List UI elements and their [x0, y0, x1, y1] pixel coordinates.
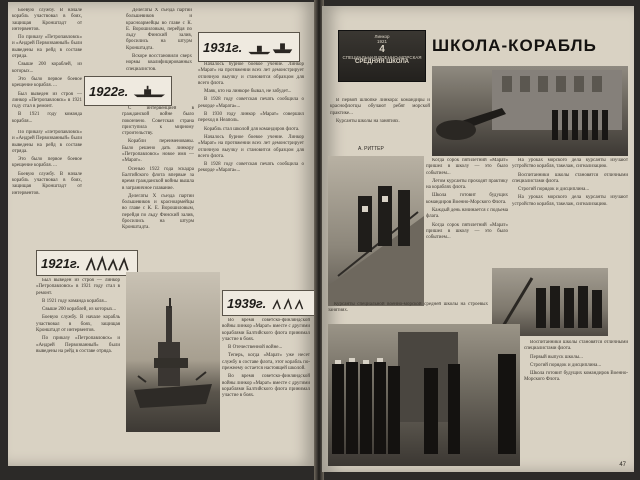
- paragraph: Осенью 1922 года эскадра Балтийского флота впервые за время гражданской войны вышла в заграничное плавание.: [122, 166, 194, 191]
- paragraph: Во время советско-финляндской войны линкор «Марат» вместе с другими кораблями Балтийского флота принимал участие в боях.: [222, 374, 310, 399]
- banner-number: 4: [379, 44, 385, 55]
- year-label: 1922г.: [89, 83, 129, 99]
- left-col-4: [222, 318, 310, 460]
- paragraph: Строгий порядок и дисциплина...: [518, 187, 590, 193]
- paragraph: Это было первое боевое крещение корабля. ...: [12, 76, 82, 89]
- battleship-photo: [126, 272, 220, 432]
- formation-scene: [328, 324, 520, 466]
- paragraph: В 1928 году советская печать сообщила о рекорде «Марата»...: [198, 97, 304, 109]
- paragraph: Маяк, кто на линкоре бывал, не забудет...: [204, 89, 292, 95]
- paragraph: Каждый день начинается с подъема флага.: [426, 208, 508, 220]
- author-name: А. РИТТЕР: [358, 146, 384, 152]
- paragraph: В 1930 году линкор «Марат» совершил переход в Неаполь.: [198, 112, 304, 124]
- banner-line: СРЕДНЯЯ ШКОЛА: [355, 59, 409, 65]
- paragraph: По приказу «Петропавловск» и «Андрей Первозванный» были выведены на рейд в составе отряда.: [36, 336, 120, 354]
- right-page: [322, 6, 634, 472]
- paragraph: Курсанты специальной военно-морской средней школы на строевых занятиях.: [328, 302, 488, 314]
- school-banner: [338, 30, 426, 82]
- paragraph: В первой шлюпке линкора: командиры и краснофлотцы обучают ребят морской практике...: [330, 98, 430, 116]
- paragraph: По приказу «Петропавловск» и «Андрей Первозванный» были выведены на рейд в составе отряда.: [12, 130, 82, 154]
- paragraph: Корабли переименованы. Было решено дать линкору «Петропавловск» новое имя — «Марат».: [122, 139, 194, 164]
- stairs-scene: [328, 156, 424, 306]
- paragraph: Вскоре восстановили сверх нормы квалифицированных специалистов.: [126, 54, 192, 72]
- left-col-2b: [122, 106, 194, 266]
- ships-illustration: [246, 34, 295, 60]
- stairs-photo: [328, 156, 424, 306]
- right-bottom-col: [524, 340, 628, 464]
- paragraph: Свыше 200 кораблей, из которых...: [12, 62, 82, 74]
- paragraph: В 1928 году советская печать сообщила о рекорде «Марата»...: [198, 162, 304, 174]
- paragraph: Первый выпуск школы...: [530, 354, 583, 360]
- paragraph: В 1921 году команда корабля...: [12, 112, 82, 124]
- paragraph: Когда сорок пятилетний «Марат» пришел в школу — это было событием...: [426, 158, 508, 176]
- paragraph: Курсанты школы на занятиях.: [336, 118, 400, 124]
- right-mid-caption: [328, 302, 488, 322]
- year-label: 1939г.: [227, 295, 267, 311]
- article-title: ШКОЛА-КОРАБЛЬ: [432, 36, 597, 55]
- paragraph: Когда сорок пятилетний «Марат» пришел в школу — это было событием...: [426, 222, 508, 241]
- paragraph: По приказу «Петропавловск» и «Андрей Первозванный» были выведены на рейд в составе отряда.: [12, 35, 82, 60]
- banner-line: Линкор: [374, 34, 390, 39]
- year-1939-box: [222, 290, 316, 316]
- paragraph: Началось бурное боевое учение. Линкор «Марат» на протяжении всех лет демонстрирует отличную выучку и становится образцом для всего флота.: [198, 134, 304, 159]
- year-label: 1931г.: [203, 39, 243, 55]
- paragraph: Школа готовит будущих командиров Военно-Морского Флота.: [426, 193, 508, 205]
- paragraph: С интервенцией в гражданской войне было покончено. Советская страна приступила к мирному строительству.: [122, 106, 194, 137]
- formation-photo: [328, 324, 520, 466]
- page-number: 47: [619, 462, 626, 468]
- paragraph: Делегаты X съезда партии большевиков и красноармейцы во главе с К. Е. Ворошиловым, перейдя по льду Финский залив, бросились на штурм Кронштадта.: [126, 8, 192, 51]
- banner-line: СПЕЦИАЛЬНАЯ ВОЕННО-МОРСКАЯ: [342, 55, 422, 60]
- paragraph: Во время советско-финляндской войны линкор «Марат» вместе с другими кораблями Балтийского флота принимал участие в боях.: [222, 318, 310, 342]
- paragraph: Школа готовит будущих командиров Военно-Морского Флота.: [524, 371, 628, 383]
- right-intro-col: [330, 98, 430, 142]
- paragraph: Это было первое боевое крещение корабля. ...: [12, 157, 82, 169]
- paragraph: Корабль стал школой для командиров флота.: [204, 126, 300, 132]
- year-1931-box: [198, 32, 300, 62]
- cannon-photo: [432, 66, 628, 156]
- right-col-right: [512, 158, 628, 268]
- left-col-3: [198, 62, 304, 282]
- left-col-2: [126, 8, 192, 86]
- battleship-silhouette: [126, 272, 220, 432]
- paragraph: Воспитанники школы становятся отличными специалистами флота.: [524, 340, 628, 352]
- banner-line: 1921: [376, 39, 387, 44]
- year-label: 1921г.: [41, 255, 81, 271]
- soldiers-illustration: [270, 292, 311, 314]
- paragraph: Был выведен из строя — линкор «Петропавловск» в 1921 году стал в ремонт.: [12, 91, 82, 110]
- paragraph: Боевую службу. В начале корабль участвовал в боях, защищая Кронштадт от интервентов.: [36, 315, 120, 334]
- cannon-scene: [432, 66, 628, 156]
- left-col-1: [12, 8, 82, 128]
- paragraph: Делегаты X съезда партии большевиков и красноармейцы во главе с К. Е. Ворошиловым, перейдя по льду Финский залив, бросились на штурм Кронштадта.: [122, 193, 194, 231]
- paragraph: Воспитанники школы становятся отличными специалистами флота.: [512, 172, 628, 184]
- paragraph: Свыше 200 кораблей, из которых...: [42, 307, 117, 313]
- paragraph: Боевую службу. В начале корабль участвовал в боях, защищая Кронштадт от интервентов.: [12, 8, 82, 32]
- left-page: [8, 2, 316, 466]
- paragraph: В 1921 году команда корабля...: [42, 298, 108, 304]
- paragraph: Был выведен из строя — линкор «Петропавловск» в 1921 году стал в ремонт.: [36, 278, 120, 296]
- paragraph: Началось бурное боевое учение. Линкор «Марат» на протяжении всех лет демонстрирует отличную выучку и становится образцом для всего флота.: [198, 62, 304, 86]
- paragraph: Теперь, когда «Марат» уже несет службу в составе флота, этот корабль по-прежнему остается настоящей школой.: [222, 353, 310, 372]
- paragraph: В Отечественной войне...: [228, 345, 283, 351]
- left-col-1c: [36, 278, 120, 458]
- paragraph: На уроках морского дела курсанты изучают устройство корабля, такелаж, сигнализацию.: [512, 195, 628, 207]
- paragraph: На уроках морского дела курсанты изучают устройство корабля, такелаж, сигнализацию.: [512, 158, 628, 170]
- paragraph: Летом курсанты проходят практику на кораблях флота.: [426, 178, 508, 191]
- paragraph: Боевую службу. В начале корабль участвовал в боях, защищая Кронштадт от интервентов.: [12, 171, 82, 196]
- paragraph: Строгий порядок и дисциплина...: [530, 362, 602, 368]
- left-col-1b: [12, 130, 82, 242]
